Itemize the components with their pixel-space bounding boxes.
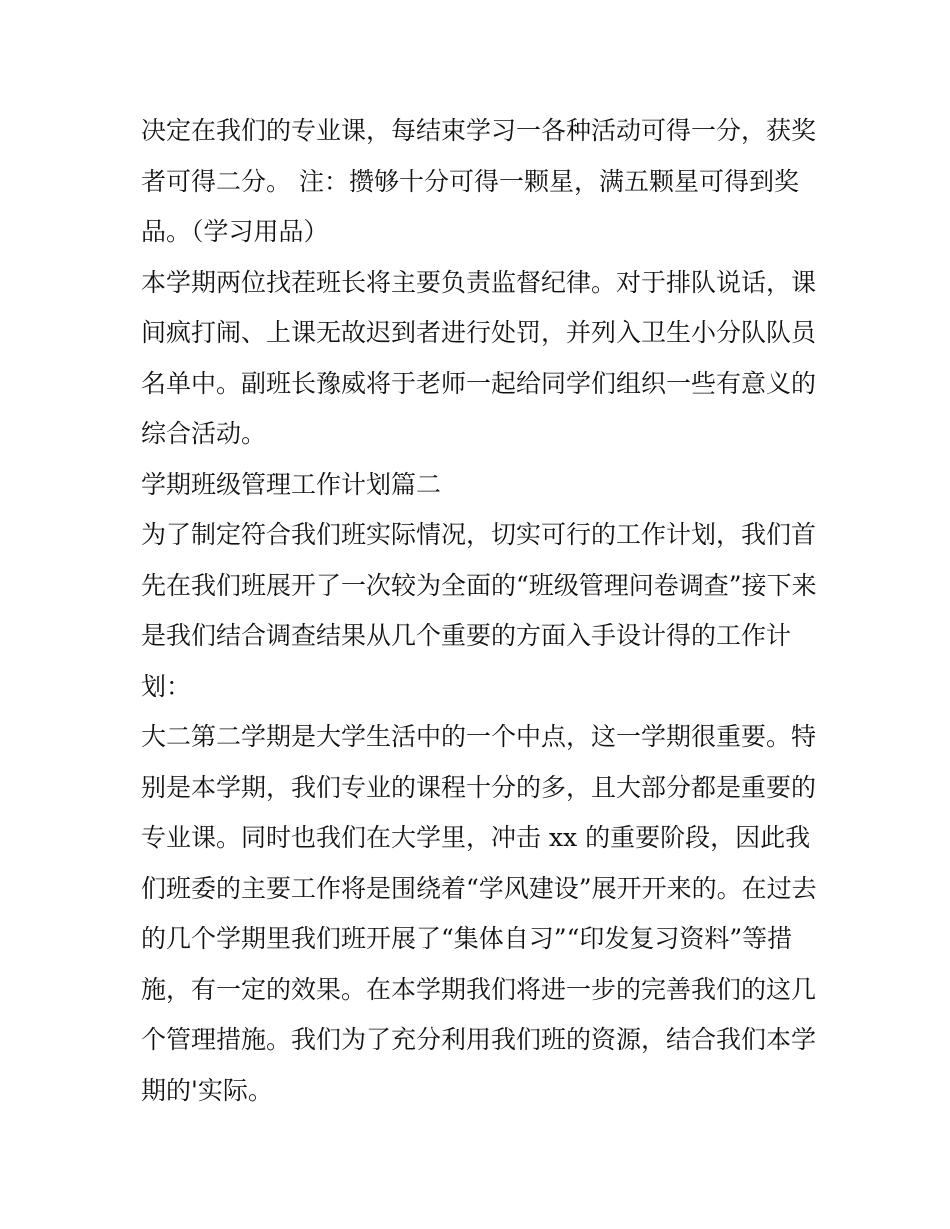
- text-line: 们班委的主要工作将是围绕着“学风建设”展开开来的。在过去: [141, 873, 817, 903]
- text-line: 个管理措施。我们为了充分利用我们班的资源，结合我们本学: [141, 1025, 817, 1054]
- text-line: 者可得二分。 注：攒够十分可得一颗星，满五颗星可得到奖: [141, 166, 799, 196]
- text-line: 别是本学期，我们专业的课程十分的多，且大部分都是重要的: [141, 772, 817, 802]
- text-line: 名单中。副班长豫威将于老师一起给同学们组织一些有意义的: [141, 368, 817, 398]
- text-line: 期的'实际。: [141, 1075, 273, 1105]
- text-line: 大二第二学期是大学生活中的一个中点，这一学期很重要。特: [141, 722, 817, 751]
- text-line: 施，有一定的效果。在本学期我们将进一步的完善我们的这几: [141, 974, 817, 1004]
- text-line: 是我们结合调查结果从几个重要的方面入手设计得的工作计: [141, 621, 792, 650]
- text-line: 专业课。同时也我们在大学里，冲击 xx 的重要阶段，因此我: [141, 823, 811, 852]
- text-line: 品。（学习用品）: [141, 217, 329, 246]
- text-line: 间疯打闹、上课无故迟到者进行处罚，并列入卫生小分队队员: [141, 318, 817, 347]
- text-line: 本学期两位找茬班长将主要负责监督纪律。对于排队说话，课: [141, 267, 817, 297]
- text-line: 划：: [141, 671, 192, 701]
- text-line: 的几个学期里我们班开展了“集体自习”“印发复习资料”等措: [141, 924, 793, 953]
- text-line: 综合活动。: [141, 419, 267, 448]
- text-line: 为了制定符合我们班实际情况，切实可行的工作计划，我们首: [141, 520, 817, 549]
- document-body: [141, 106, 821, 1116]
- text-line: 先在我们班展开了一次较为全面的“班级管理问卷调查”接下来: [141, 570, 817, 600]
- text-line: 决定在我们的专业课，每结束学习一各种活动可得一分，获奖: [141, 116, 817, 145]
- section-heading: 学期班级管理工作计划篇二: [141, 469, 442, 499]
